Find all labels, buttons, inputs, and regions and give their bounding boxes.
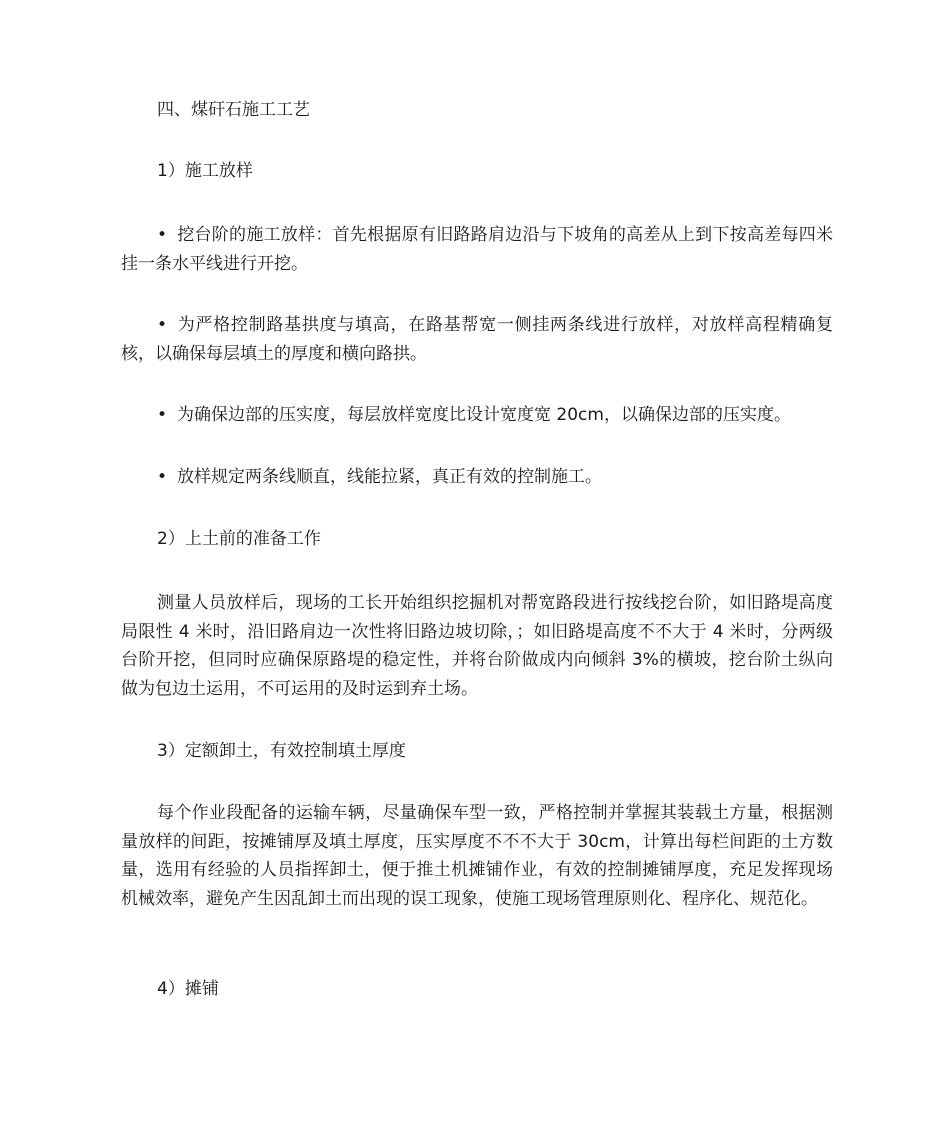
body-paragraph-3: 每个作业段配备的运输车辆，尽量确保车型一致，严格控制并掌握其装载土方量，根据测量放样的间距，按摊铺厚及填土厚度，压实厚度不不不大于 30cm，计算出每栏间距的土方数量，选用有经验的人员指挥卸土，便于推土机摊铺作业，有效的控制摊铺厚度，充足发挥现场机械效率，避免产生因乱卸土而出现的误工现象，使施工现场管理原则化、程序化、规范化。 (121, 803, 833, 909)
subsection-title-4: 4）摊铺 (157, 979, 219, 999)
bullet-item-3 (121, 401, 833, 430)
bullet-text: 放样规定两条线顺直，线能拉紧，真正有效的控制施工。 (177, 467, 602, 487)
bullet-icon: • (157, 225, 168, 245)
bullet-icon: • (157, 315, 168, 335)
bullet-text: 为严格控制路基拱度与填高，在路基帮宽一侧挂两条线进行放样，对放样高程精确复核，以确保每层填土的厚度和横向路拱。 (121, 315, 833, 364)
subsection-title-3: 3）定额卸土，有效控制填土厚度 (157, 741, 406, 761)
section-heading: 四、煤矸石施工工艺 (157, 100, 310, 120)
bullet-item-1 (121, 221, 833, 278)
subsection-title-2: 2）上土前的准备工作 (157, 529, 321, 549)
bullet-text: 挖台阶的施工放样：首先根据原有旧路路肩边沿与下坡角的高差从上到下按高差每四米挂一条水平线进行开挖。 (121, 225, 833, 274)
subsection-title-1: 1）施工放样 (157, 161, 253, 181)
bullet-text: 为确保边部的压实度，每层放样宽度比设计宽度宽 20cm，以确保边部的压实度。 (177, 405, 791, 425)
bullet-icon: • (157, 467, 168, 487)
bullet-item-4 (121, 463, 833, 492)
bullet-item-2 (121, 311, 833, 368)
body-paragraph-2: 测量人员放样后，现场的工长开始组织挖掘机对帮宽路段进行按线挖台阶，如旧路堤高度局限性 4 米时，沿旧路肩边一次性将旧路边坡切除，；如旧路堤高度不不大于 4 米时，分两级台阶开挖，但同时应确保原路堤的稳定性，并将台阶做成内向倾斜 3%的横坡，挖台阶土纵向做为包边土运用，不可运用的及时运到弃土场。 (121, 593, 833, 699)
bullet-icon: • (157, 405, 168, 425)
